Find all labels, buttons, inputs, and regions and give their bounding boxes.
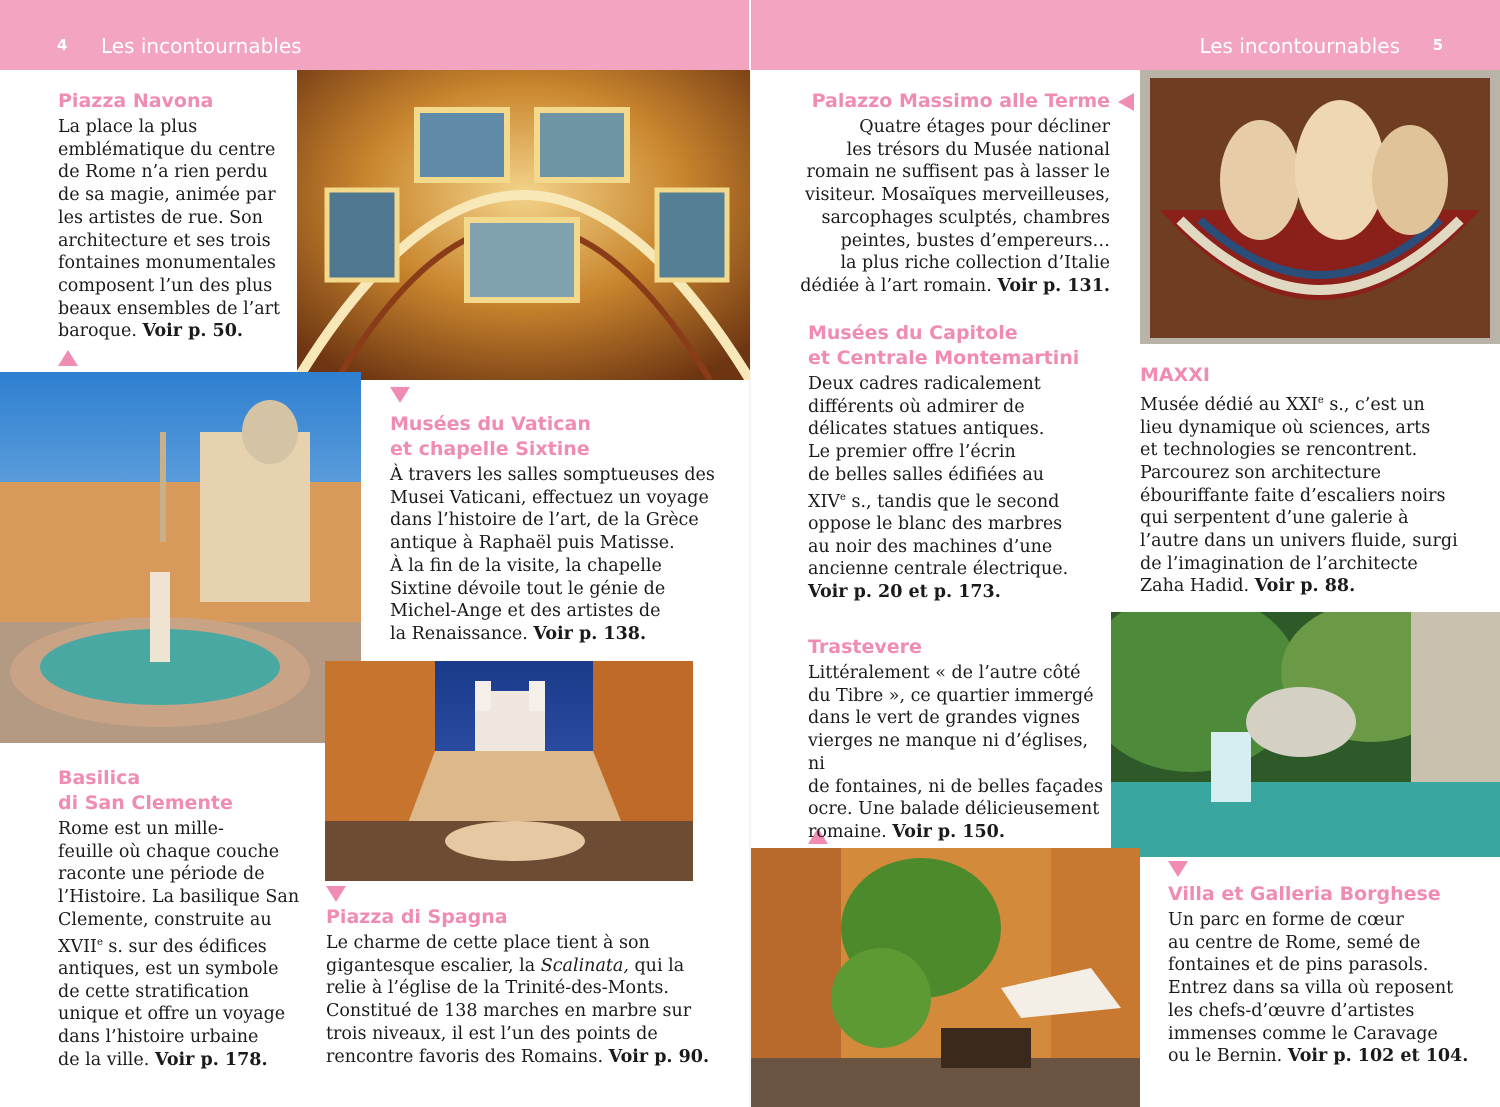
entry-text: À travers les salles somptueuses des Musei Vaticani, effectuez un voyage dans l’histoire de l’art, de la Grèce antique à Raphaël puis Matisse. À la fin de la visite, la chapelle Sixtine dévoile tout le génie de Michel-Ange et des artistes de la Renaissance. Voir p. 138. bbox=[390, 465, 715, 644]
entry-title: Musées du Capitole et Centrale Montemartini bbox=[808, 322, 1080, 369]
page-reference: Voir p. 50. bbox=[142, 321, 243, 342]
marker-down-icon bbox=[390, 387, 410, 403]
page-reference: Voir p. 102 et 104. bbox=[1287, 1046, 1469, 1067]
entry-title: Trastevere bbox=[808, 636, 922, 658]
entry-text: Musée dédié au XXIe s., c’est un lieu dynamique où sciences, arts et technologies se rencontrent. Parcourez son architecture ébouriffante faite d’escaliers noirs qui serpentent d’une galerie à l’autre dans un univers fluide, surgi de l’imagination de l’architecte Zaha Hadid. Voir p. 88. bbox=[1140, 394, 1458, 597]
entry-text: La place la plus emblématique du centre de Rome n’a rien perdu de sa magie, animée par les artistes de rue. Son architecture et ses trois fontaines monumentales composent l’un des plus beaux ensembles de l’art baroque. Voir p. 50. bbox=[58, 117, 281, 342]
entry-palazzo-massimo bbox=[790, 89, 1110, 298]
page-reference: Voir p. 150. bbox=[892, 821, 1005, 842]
entry-text: Un parc en forme de cœur au centre de Rome, semé de fontaines et de pins parasols. Entrez dans sa villa où reposent les chefs-d’œuvre d’artistes immenses comme le Caravage ou le Bernin. Voir p. 102 et 104. bbox=[1168, 910, 1469, 1067]
entry-musees-du-capitole bbox=[808, 321, 1108, 604]
marker-left-icon bbox=[1118, 93, 1134, 111]
entry-title: Villa et Galleria Borghese bbox=[1168, 883, 1441, 905]
entry-piazza-navona bbox=[58, 89, 293, 343]
mosaic-photo bbox=[1140, 70, 1500, 344]
piazza-navona-photo bbox=[0, 372, 361, 743]
trastevere-photo bbox=[751, 848, 1140, 1107]
entry-title: Piazza Navona bbox=[58, 90, 214, 112]
entry-musees-du-vatican bbox=[390, 412, 720, 646]
entry-text: Littéralement « de l’autre côté du Tibre », ce quartier immergé dans le vert de grandes vignes vierges ne manque ni d’églises, ni de fontaines, ni de belles façades ocre. Une balade délicieusement romaine. Voir p. 150. bbox=[808, 663, 1104, 842]
piazza-di-spagna-photo bbox=[325, 661, 693, 881]
page-reference: Voir p. 90. bbox=[608, 1046, 710, 1067]
page-reference: Voir p. 178. bbox=[154, 1049, 268, 1070]
entry-piazza-di-spagna bbox=[326, 905, 736, 1068]
borghese-fountain-photo bbox=[1111, 612, 1500, 857]
entry-villa-borghese bbox=[1168, 882, 1493, 1068]
entry-trastevere bbox=[808, 635, 1108, 844]
entry-text: Le charme de cette place tient à son gigantesque escalier, la Scalinata, qui la relie à l’église de la Trinité-des-Monts. Constitué de 138 marches en marbre sur trois niveaux, il est l’un des points de rencontre favoris des Romains. Voir p. 90. bbox=[326, 933, 710, 1067]
entry-text: Quatre étages pour décliner les trésors du Musée national romain ne suffisent pas à lasser le visiteur. Mosaïques merveilleuses, sarcophages sculptés, chambres peintes, bustes d’empereurs… la plus riche collection d’Italie dédiée à l’art romain. Voir p. 131. bbox=[800, 117, 1110, 296]
page-reference: Voir p. 20 et p. 173. bbox=[808, 582, 1001, 603]
entry-title: MAXXI bbox=[1140, 364, 1210, 386]
entry-basilica-san-clemente bbox=[58, 766, 308, 1072]
marker-up-icon bbox=[58, 350, 78, 366]
entry-text: Rome est un mille- feuille où chaque couche raconte une période de l’Histoire. La basilique San Clemente, construite au XVIIe s. sur des édifices antiques, est un symbole de cette stratification unique et offre un voyage dans l’histoire urbaine de la ville. Voir p. 178. bbox=[58, 819, 300, 1070]
marker-down-icon bbox=[1168, 861, 1188, 877]
entry-title: Piazza di Spagna bbox=[326, 906, 508, 928]
entry-title: Basilica di San Clemente bbox=[58, 767, 233, 814]
header-title-right: Les incontournables bbox=[1199, 34, 1400, 58]
header-title-left: Les incontournables bbox=[101, 34, 302, 58]
entry-title: Musées du Vatican et chapelle Sixtine bbox=[390, 413, 591, 460]
page-number-right: 5 bbox=[1432, 36, 1443, 54]
entry-maxxi bbox=[1140, 363, 1495, 598]
page-reference: Voir p. 138. bbox=[533, 623, 647, 644]
header-right bbox=[751, 0, 1500, 70]
page-reference: Voir p. 88. bbox=[1254, 576, 1356, 597]
entry-text: Deux cadres radicalement différents où admirer de délicates statues antiques. Le premier offre l’écrin de belles salles édifiées au XIVe s., tandis que le second oppose le blanc des marbres au noir des machines d’une ancienne centrale électrique. Voir p. 20 et p. 173. bbox=[808, 373, 1108, 604]
page-reference: Voir p. 131. bbox=[997, 275, 1110, 296]
entry-title: Palazzo Massimo alle Terme bbox=[811, 90, 1110, 112]
vatican-ceiling-photo bbox=[297, 70, 750, 380]
page-number-left: 4 bbox=[57, 36, 68, 54]
header-left bbox=[0, 0, 749, 70]
marker-down-icon bbox=[326, 886, 346, 902]
